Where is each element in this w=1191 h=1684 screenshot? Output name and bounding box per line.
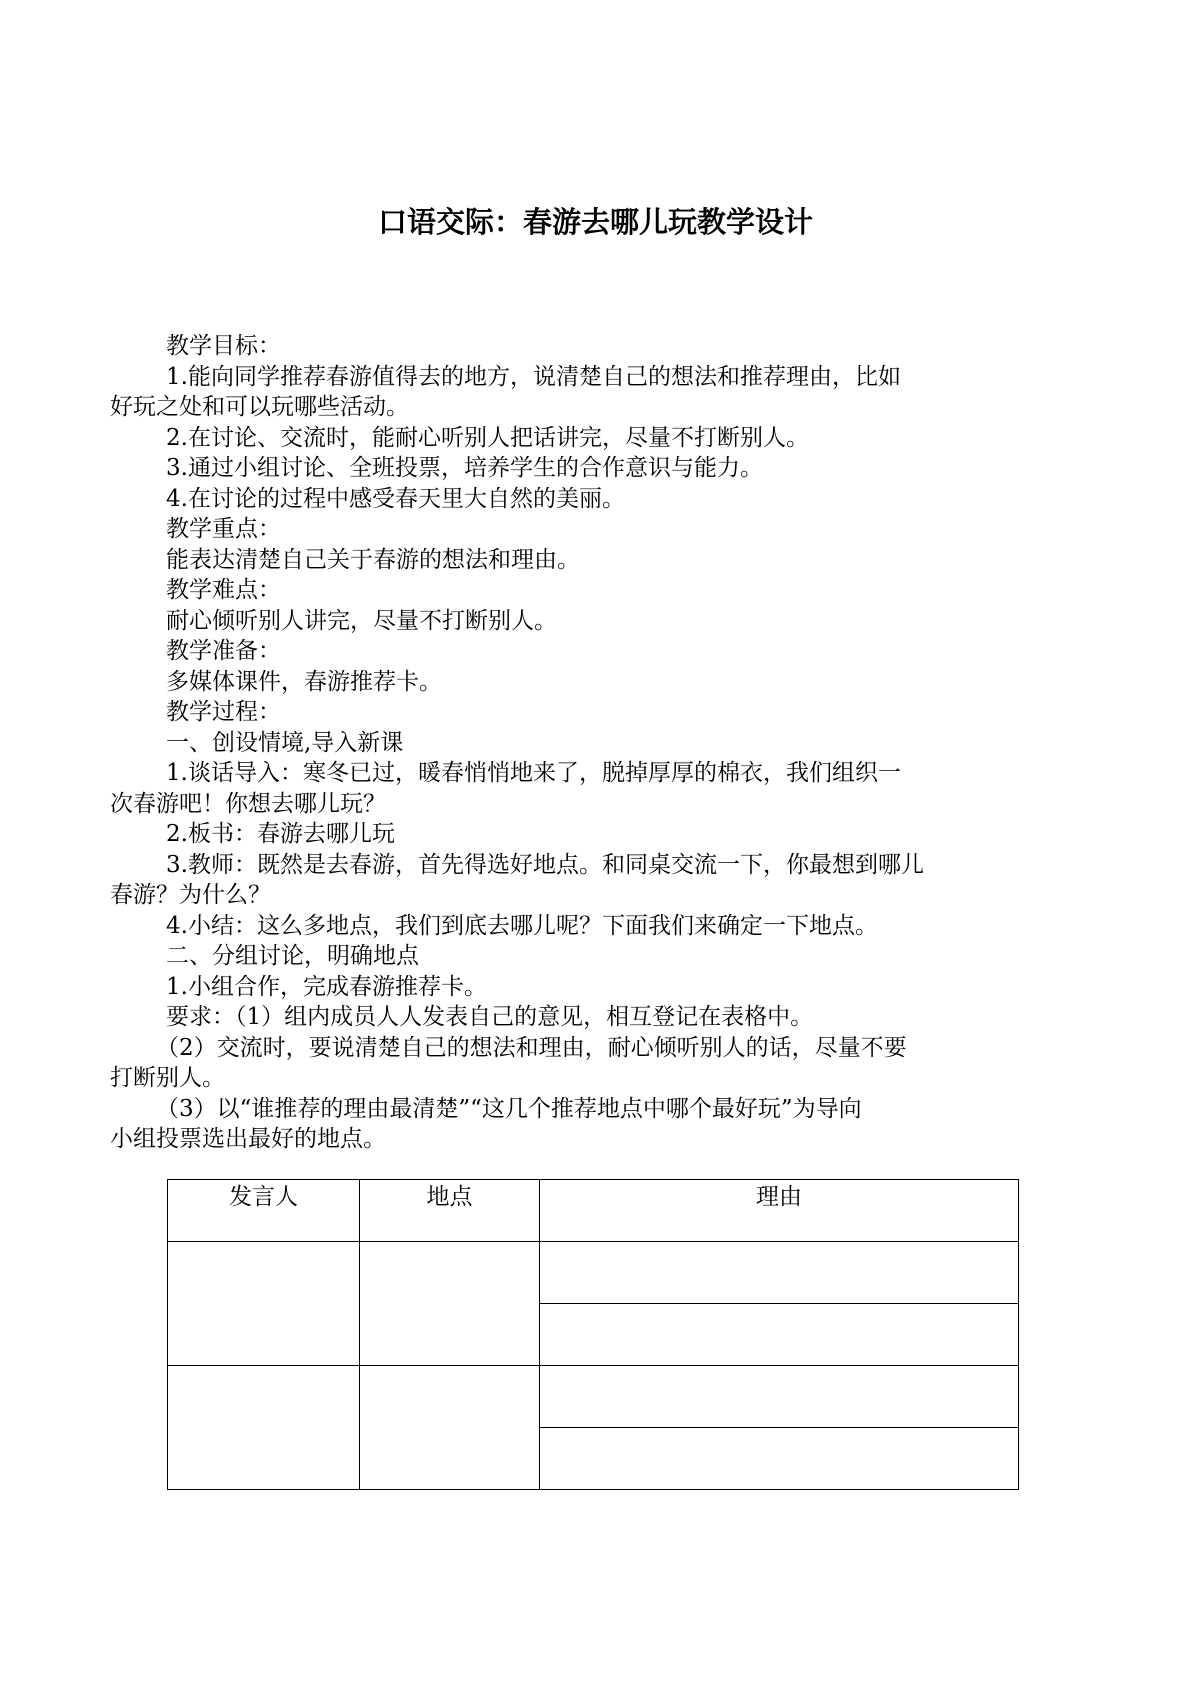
- paragraph-line: 1.小组合作，完成春游推荐卡。: [166, 973, 487, 1000]
- reason-cell: [540, 1366, 1019, 1428]
- paragraph-line: 次春游吧！你想去哪儿玩？: [110, 790, 386, 817]
- header-reason: 理由: [540, 1180, 1019, 1242]
- reason-cell: [540, 1428, 1019, 1490]
- paragraph-line: （2）交流时，要说清楚自己的想法和理由，耐心倾听别人的话，尽量不要: [156, 1034, 907, 1061]
- speaker-cell: [168, 1242, 360, 1366]
- heading-difficulties: 教学难点：: [166, 577, 281, 603]
- heading-objectives: 教学目标：: [166, 333, 281, 359]
- recommendation-card-table: [167, 1179, 1019, 1490]
- paragraph-line: 耐心倾听别人讲完，尽量不打断别人。: [166, 607, 557, 634]
- reason-cell: [540, 1304, 1019, 1366]
- speaker-cell: [168, 1366, 360, 1490]
- paragraph-line: 好玩之处和可以玩哪些活动。: [110, 394, 409, 420]
- paragraph-line: 小组投票选出最好的地点。: [110, 1126, 386, 1152]
- header-location: 地点: [360, 1180, 540, 1242]
- paragraph-line: 1.谈话导入：寒冬已过，暖春悄悄地来了，脱掉厚厚的棉衣，我们组织一: [166, 760, 901, 786]
- paragraph-line: 2.板书：春游去哪儿玩: [166, 821, 395, 847]
- table-row: [168, 1242, 1019, 1304]
- document-body: [110, 331, 1093, 1155]
- paragraph-line: 要求：（1）组内成员人人发表自己的意见，相互登记在表格中。: [166, 1004, 814, 1030]
- header-speaker: 发言人: [168, 1180, 360, 1242]
- paragraph-line: 打断别人。: [110, 1065, 225, 1091]
- paragraph-line: 春游？为什么？: [110, 882, 271, 908]
- paragraph-line: 1.能向同学推荐春游值得去的地方，说清楚自己的想法和推荐理由，比如: [166, 363, 901, 390]
- paragraph-line: 3.通过小组讨论、全班投票，培养学生的合作意识与能力。: [166, 455, 763, 481]
- location-cell: [360, 1242, 540, 1366]
- table-row: [168, 1366, 1019, 1428]
- heading-key-points: 教学重点：: [166, 516, 281, 542]
- table-header-row: [168, 1180, 1019, 1242]
- paragraph-line: （3）以“谁推荐的理由最清楚”“这几个推荐地点中哪个最好玩”为导向: [156, 1095, 862, 1122]
- paragraph-line: 4.在讨论的过程中感受春天里大自然的美丽。: [166, 485, 625, 512]
- section-heading: 二、分组讨论，明确地点: [166, 943, 419, 969]
- heading-preparation: 教学准备：: [166, 638, 281, 664]
- paragraph-line: 3.教师：既然是去春游，首先得选好地点。和同桌交流一下，你最想到哪儿: [166, 851, 924, 878]
- section-heading: 一、创设情境,导入新课: [166, 729, 404, 756]
- heading-process: 教学过程：: [166, 699, 281, 725]
- paragraph-line: 2.在讨论、交流时，能耐心听别人把话讲完，尽量不打断别人。: [166, 424, 809, 451]
- paragraph-line: 多媒体课件，春游推荐卡。: [166, 668, 442, 695]
- document-title: 口语交际：春游去哪儿玩教学设计: [377, 205, 813, 239]
- paragraph-line: 4.小结：这么多地点，我们到底去哪儿呢？下面我们来确定一下地点。: [166, 912, 878, 939]
- location-cell: [360, 1366, 540, 1490]
- paragraph-line: 能表达清楚自己关于春游的想法和理由。: [166, 546, 580, 573]
- reason-cell: [540, 1242, 1019, 1304]
